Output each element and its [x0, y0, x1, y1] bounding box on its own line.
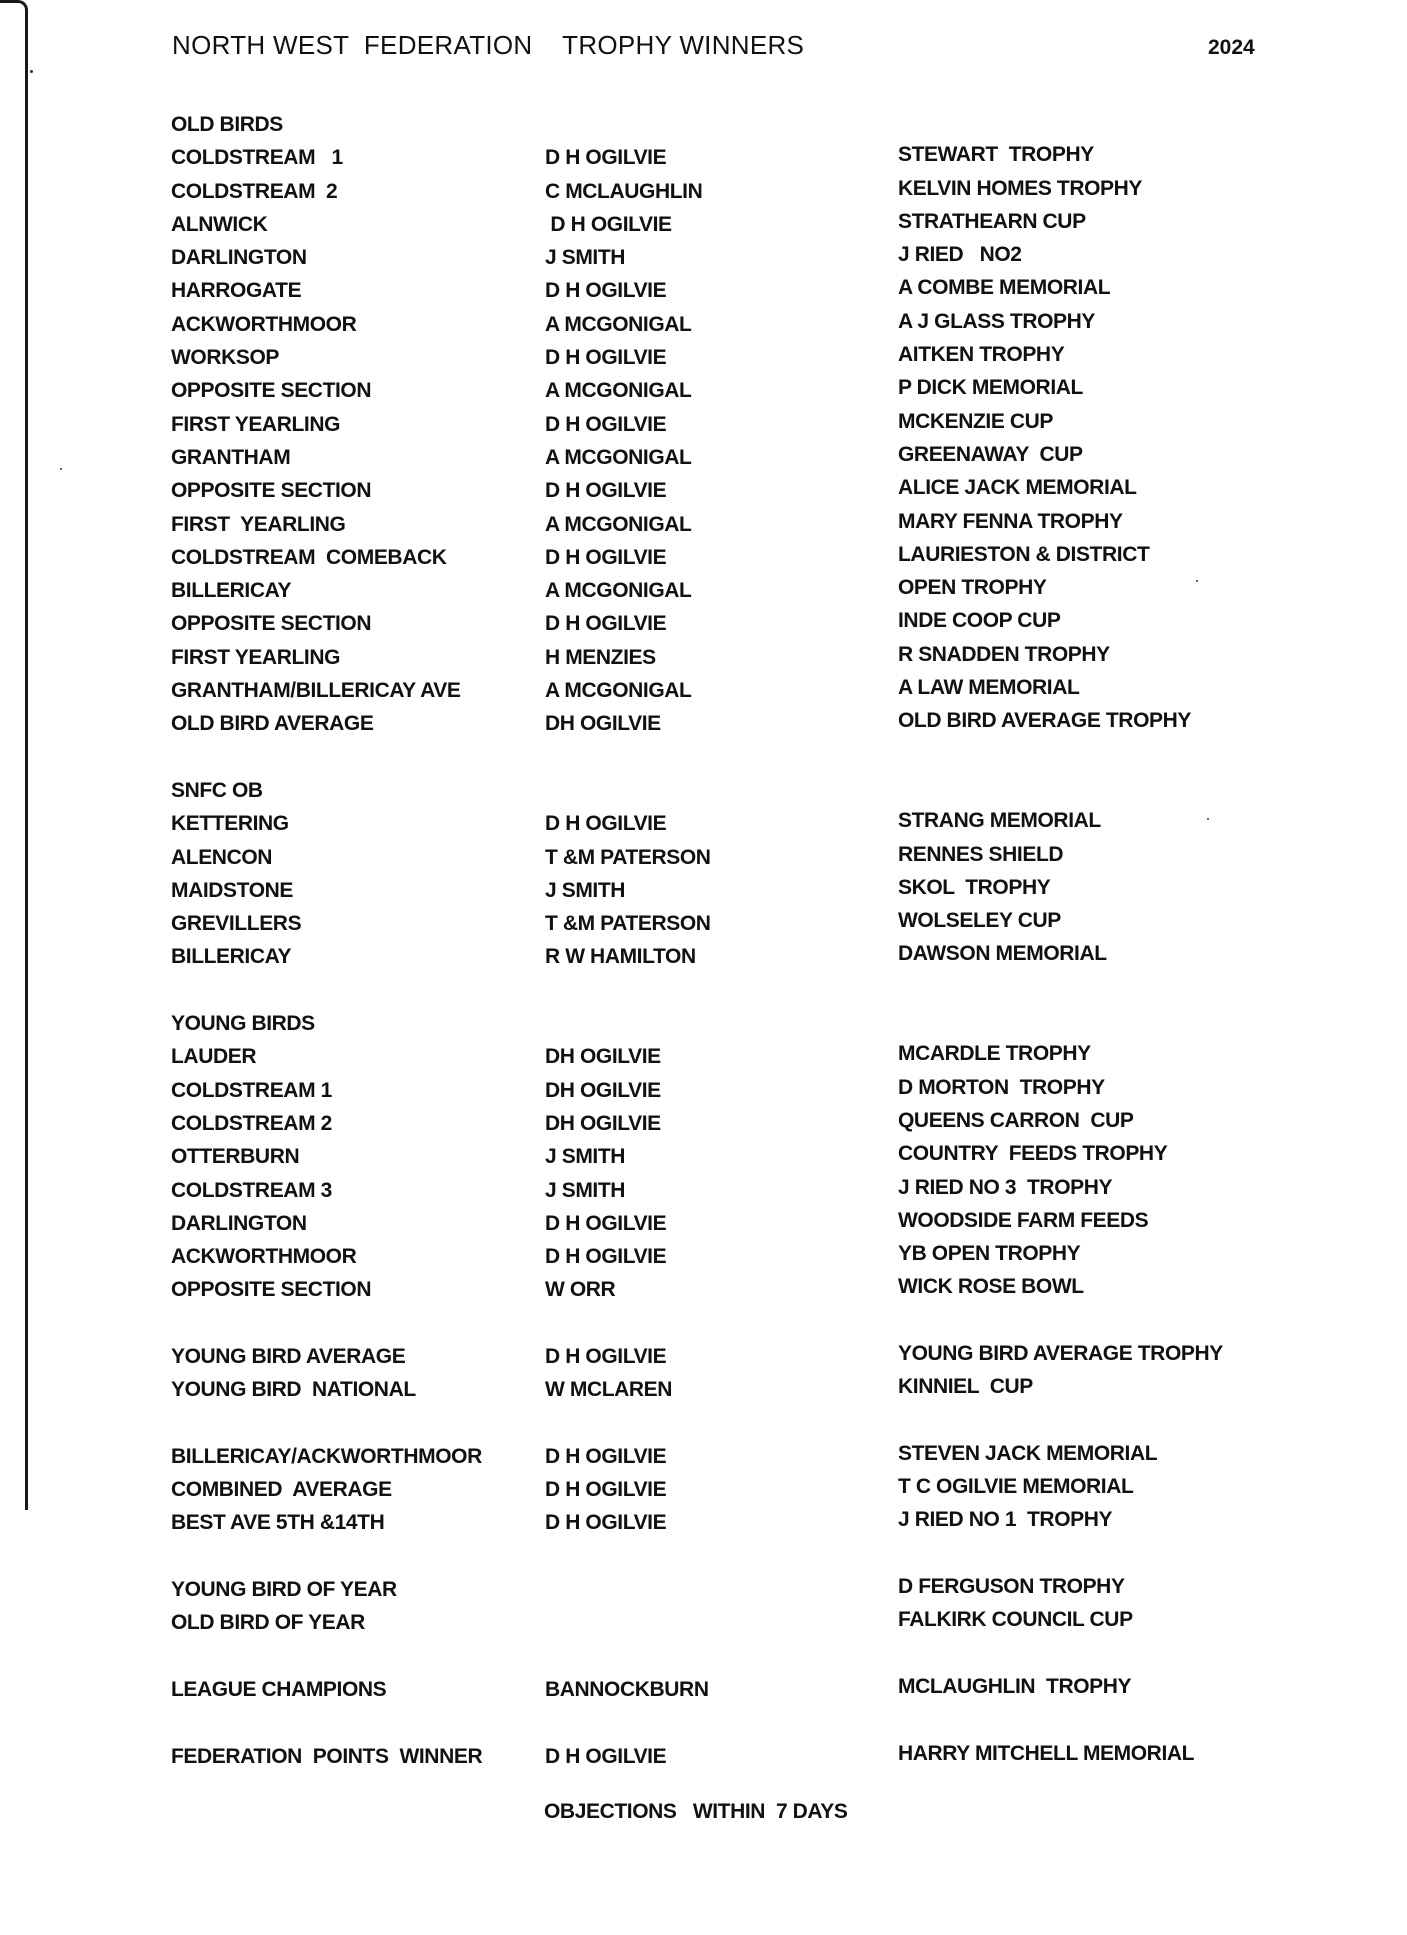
section [171, 1740, 1351, 1773]
race-name: OLD BIRD OF YEAR [171, 1611, 365, 1635]
trophy-name: STEVEN JACK MEMORIAL [898, 1441, 1158, 1465]
winner-name: C MCLAUGHLIN [545, 179, 703, 203]
trophy-name: A COMBE MEMORIAL [898, 276, 1111, 300]
list-item [171, 1473, 1351, 1506]
list-item [171, 441, 1351, 474]
list-item [171, 1107, 1351, 1140]
trophy-name: OPEN TROPHY [898, 576, 1047, 600]
trophy-name: SKOL TROPHY [898, 875, 1051, 899]
scan-speck [30, 70, 33, 73]
list-item [171, 308, 1351, 341]
trophy-name: P DICK MEMORIAL [898, 376, 1083, 400]
race-name: LAUDER [171, 1045, 257, 1069]
winner-name: J SMITH [545, 878, 626, 902]
winner-name: J SMITH [545, 1178, 626, 1202]
section [171, 774, 1351, 974]
winner-name: D H OGILVIE [545, 1211, 667, 1235]
race-name: ALENCON [171, 845, 273, 869]
race-name: BEST AVE 5TH &14TH [171, 1511, 385, 1535]
race-name: FIRST YEARLING [171, 645, 341, 669]
trophy-name: ALICE JACK MEMORIAL [898, 476, 1137, 500]
race-name: COLDSTREAM COMEBACK [171, 545, 447, 569]
race-name: WORKSOP [171, 346, 280, 370]
winner-name: BANNOCKBURN [545, 1677, 709, 1701]
list-item [171, 641, 1351, 674]
list-item [171, 341, 1351, 374]
race-name: OPPOSITE SECTION [171, 479, 372, 503]
race-name: YOUNG BIRD AVERAGE [171, 1344, 406, 1368]
race-name: ACKWORTHMOOR [171, 1245, 357, 1269]
race-name: DARLINGTON [171, 246, 307, 270]
winner-name: R W HAMILTON [545, 945, 696, 969]
race-name: ALNWICK [171, 212, 268, 236]
list-item [171, 374, 1351, 407]
trophy-name: T C OGILVIE MEMORIAL [898, 1475, 1134, 1499]
winner-name: J SMITH [545, 246, 626, 270]
trophy-name: STRATHEARN CUP [898, 209, 1086, 233]
trophy-name: HARRY MITCHELL MEMORIAL [898, 1741, 1195, 1765]
winner-name: W ORR [545, 1278, 616, 1302]
list-item [171, 874, 1351, 907]
race-name: FIRST YEARLING [171, 412, 341, 436]
winner-name: W MCLAREN [545, 1378, 673, 1402]
race-name: COMBINED AVERAGE [171, 1478, 392, 1502]
winner-name: D H OGILVIE [545, 812, 667, 836]
trophy-name: D MORTON TROPHY [898, 1075, 1105, 1099]
winner-name: D H OGILVIE [545, 1344, 667, 1368]
winner-name: DH OGILVIE [545, 712, 661, 736]
winner-name: D H OGILVIE [545, 545, 667, 569]
trophy-name: OLD BIRD AVERAGE TROPHY [898, 709, 1191, 733]
race-name: YOUNG BIRD NATIONAL [171, 1378, 416, 1402]
winner-name: T &M PATERSON [545, 845, 711, 869]
list-item [171, 1740, 1351, 1773]
section-heading: YOUNG BIRDS [171, 1012, 315, 1036]
winner-name: DH OGILVIE [545, 1111, 661, 1135]
winner-name: A MCGONIGAL [545, 445, 692, 469]
trophy-name: STRANG MEMORIAL [898, 809, 1101, 833]
winner-name: D H OGILVIE [545, 146, 667, 170]
list-item [171, 1340, 1351, 1373]
section-gap [171, 1540, 1351, 1573]
section-heading: SNFC OB [171, 778, 263, 802]
winner-name: DH OGILVIE [545, 1078, 661, 1102]
race-name: LEAGUE CHAMPIONS [171, 1677, 387, 1701]
trophy-name: YOUNG BIRD AVERAGE TROPHY [898, 1341, 1223, 1365]
race-name: COLDSTREAM 2 [171, 1111, 332, 1135]
objections-note: OBJECTIONS WITHIN 7 DAYS [544, 1800, 848, 1823]
trophy-name: WOLSELEY CUP [898, 909, 1061, 933]
race-name: MAIDSTONE [171, 878, 294, 902]
list-item [171, 940, 1351, 973]
list-item [171, 208, 1351, 241]
list-item [171, 408, 1351, 441]
document-header [172, 30, 1347, 70]
winner-name: D H OGILVIE [545, 346, 667, 370]
list-item [171, 1040, 1351, 1073]
document-year: 2024 [1208, 36, 1255, 59]
document-title: NORTH WEST FEDERATION TROPHY WINNERS [172, 30, 805, 60]
list-item [171, 541, 1351, 574]
section-gap [171, 1307, 1351, 1340]
race-name: YOUNG BIRD OF YEAR [171, 1578, 397, 1602]
trophy-name: STEWART TROPHY [898, 143, 1094, 167]
section-gap [171, 1640, 1351, 1673]
section-gap [171, 1407, 1351, 1440]
list-item [171, 841, 1351, 874]
winner-name: D H OGILVIE [545, 279, 667, 303]
race-name: BILLERICAY [171, 945, 292, 969]
trophy-name: WICK ROSE BOWL [898, 1275, 1084, 1299]
winner-name: DH OGILVIE [545, 1045, 661, 1069]
trophy-name: KINNIEL CUP [898, 1375, 1033, 1399]
section [171, 108, 1351, 741]
winner-name: H MENZIES [545, 645, 656, 669]
winner-name: D H OGILVIE [545, 1511, 667, 1535]
list-item [171, 175, 1351, 208]
section-gap [171, 1706, 1351, 1739]
trophy-name: J RIED NO 1 TROPHY [898, 1508, 1113, 1532]
scan-edge-mark [0, 0, 28, 1510]
list-item [171, 1074, 1351, 1107]
race-name: OPPOSITE SECTION [171, 1278, 372, 1302]
race-name: OPPOSITE SECTION [171, 612, 372, 636]
race-name: BILLERICAY/ACKWORTHMOOR [171, 1444, 482, 1468]
race-name: COLDSTREAM 1 [171, 146, 343, 170]
winner-name: A MCGONIGAL [545, 312, 692, 336]
list-item [171, 1140, 1351, 1173]
list-item [171, 1506, 1351, 1539]
race-name: GRANTHAM/BILLERICAY AVE [171, 679, 461, 703]
race-name: FIRST YEARLING [171, 512, 346, 536]
winner-name: A MCGONIGAL [545, 679, 692, 703]
list-item [171, 707, 1351, 740]
trophy-name: RENNES SHIELD [898, 842, 1064, 866]
race-name: GRANTHAM [171, 445, 291, 469]
race-name: OTTERBURN [171, 1145, 300, 1169]
list-item [171, 1240, 1351, 1273]
race-name: FEDERATION POINTS WINNER [171, 1744, 483, 1768]
winner-name: D H OGILVIE [545, 479, 667, 503]
list-item [171, 241, 1351, 274]
winner-name: J SMITH [545, 1145, 626, 1169]
section-gap [171, 974, 1351, 1007]
winner-name: T &M PATERSON [545, 912, 711, 936]
winner-name: D H OGILVIE [545, 1444, 667, 1468]
race-name: OPPOSITE SECTION [171, 379, 372, 403]
winner-name: D H OGILVIE [545, 412, 667, 436]
trophy-name: FALKIRK COUNCIL CUP [898, 1608, 1133, 1632]
list-item [171, 1373, 1351, 1406]
list-item [171, 1207, 1351, 1240]
trophy-name: YB OPEN TROPHY [898, 1242, 1081, 1266]
trophy-name: A LAW MEMORIAL [898, 676, 1080, 700]
list-item [171, 574, 1351, 607]
section-heading: OLD BIRDS [171, 113, 283, 136]
trophy-name: D FERGUSON TROPHY [898, 1575, 1125, 1599]
trophy-name: QUEENS CARRON CUP [898, 1108, 1134, 1132]
trophy-name: DAWSON MEMORIAL [898, 942, 1107, 966]
trophy-name: WOODSIDE FARM FEEDS [898, 1208, 1149, 1232]
list-item [171, 1273, 1351, 1306]
trophy-name: COUNTRY FEEDS TROPHY [898, 1142, 1168, 1166]
section [171, 1340, 1351, 1407]
list-item [171, 1573, 1351, 1606]
trophy-name: MCLAUGHLIN TROPHY [898, 1674, 1132, 1698]
list-item [171, 1440, 1351, 1473]
winner-name: A MCGONIGAL [545, 579, 692, 603]
section [171, 1673, 1351, 1706]
trophy-name: J RIED NO2 [898, 243, 1022, 267]
race-name: OLD BIRD AVERAGE [171, 712, 374, 736]
winner-name: D H OGILVIE [545, 212, 672, 236]
list-item [171, 1606, 1351, 1639]
scan-speck [60, 468, 62, 470]
list-item [171, 474, 1351, 507]
trophy-name: AITKEN TROPHY [898, 343, 1065, 367]
trophy-name: INDE COOP CUP [898, 609, 1061, 633]
list-item [171, 1673, 1351, 1706]
list-item [171, 607, 1351, 640]
race-name: KETTERING [171, 812, 289, 836]
list-item [171, 807, 1351, 840]
list-item [171, 907, 1351, 940]
winner-name: D H OGILVIE [545, 1744, 667, 1768]
trophy-name: J RIED NO 3 TROPHY [898, 1175, 1113, 1199]
section [171, 1440, 1351, 1540]
list-item [171, 1174, 1351, 1207]
race-name: ACKWORTHMOOR [171, 312, 357, 336]
race-name: BILLERICAY [171, 579, 292, 603]
section [171, 1573, 1351, 1640]
trophy-name: A J GLASS TROPHY [898, 309, 1096, 333]
trophy-name: MCKENZIE CUP [898, 409, 1054, 433]
trophy-name: GREENAWAY CUP [898, 442, 1083, 466]
race-name: DARLINGTON [171, 1211, 307, 1235]
winner-name: A MCGONIGAL [545, 379, 692, 403]
list-item [171, 141, 1351, 174]
trophy-name: MARY FENNA TROPHY [898, 509, 1123, 533]
race-name: COLDSTREAM 2 [171, 179, 338, 203]
section-gap [171, 741, 1351, 774]
race-name: HARROGATE [171, 279, 302, 303]
trophy-winners-list [171, 108, 1351, 1773]
section [171, 1007, 1351, 1307]
race-name: COLDSTREAM 1 [171, 1078, 332, 1102]
trophy-name: KELVIN HOMES TROPHY [898, 176, 1143, 200]
winner-name: D H OGILVIE [545, 1478, 667, 1502]
race-name: GREVILLERS [171, 912, 302, 936]
trophy-name: LAURIESTON & DISTRICT [898, 542, 1150, 566]
list-item [171, 274, 1351, 307]
trophy-name: MCARDLE TROPHY [898, 1042, 1091, 1066]
winner-name: D H OGILVIE [545, 1245, 667, 1269]
winner-name: D H OGILVIE [545, 612, 667, 636]
race-name: COLDSTREAM 3 [171, 1178, 332, 1202]
winner-name: A MCGONIGAL [545, 512, 692, 536]
list-item [171, 508, 1351, 541]
trophy-name: R SNADDEN TROPHY [898, 642, 1110, 666]
list-item [171, 674, 1351, 707]
